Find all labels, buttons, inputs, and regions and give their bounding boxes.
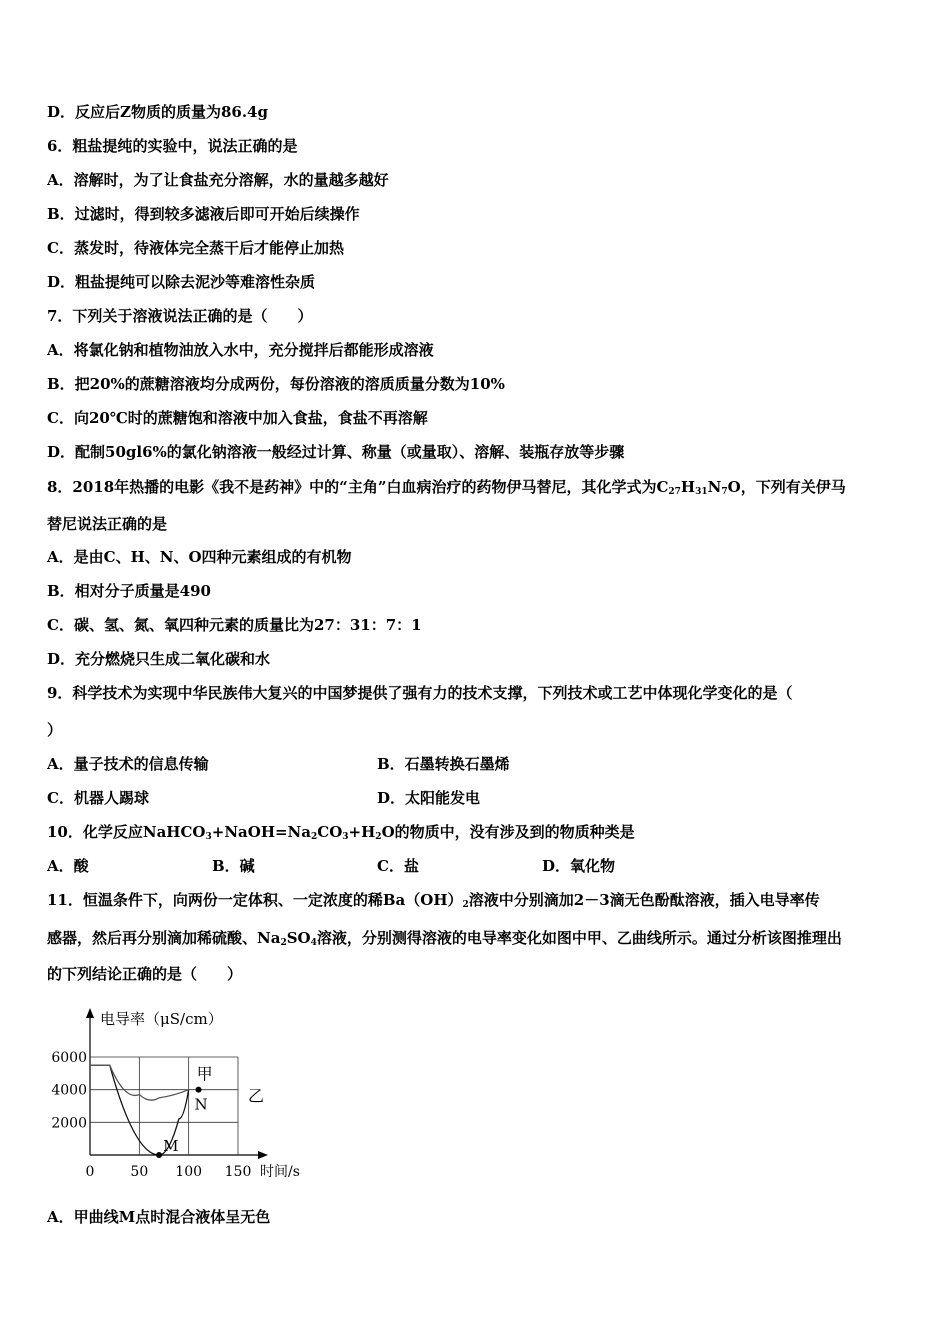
q10-stem: 10．化学反应$NaHCO_3+NaOH=Na_2CO_3+H_2O$的物质中，没有涉及到的物质种类是 — [47, 823, 635, 842]
q11-stem-line2: 感器，然后再分别滴加稀硫酸、$Na_2SO_4$溶液，分别测得溶液的电导率变化如图中甲、乙曲线所示。通过分析该图推理出 — [47, 929, 842, 948]
q9-option-c: C．机器人踢球 — [47, 789, 149, 807]
q9-stem-line2: ） — [47, 721, 63, 739]
q9-option-b: B．石墨转换石墨烯 — [377, 755, 510, 773]
y-tick-label: 2000 — [51, 1115, 87, 1132]
conductivity-chart — [40, 1000, 300, 1190]
q7-option-a: A．将氯化钠和植物油放入水中，充分搅拌后都能形成溶液 — [47, 341, 434, 359]
q9-stem-line1: 9．科学技术为实现中华民族伟大复兴的中国梦提供了强有力的技术支撑，下列技术或工艺中体现化学变化的是（ — [47, 684, 793, 702]
x-tick-label: 50 — [130, 1164, 149, 1180]
q8-stem-line2: 替尼说法正确的是 — [47, 515, 168, 533]
q11-stem-line3: 的下列结论正确的是（ ） — [47, 965, 243, 983]
point-label-n: N — [194, 1095, 208, 1114]
q9-option-a: A．量子技术的信息传输 — [47, 755, 209, 773]
x-axis-label: 时间/s — [260, 1164, 300, 1180]
q10-option-d: D．氧化物 — [542, 857, 616, 875]
point-n — [196, 1087, 202, 1093]
q6-option-c: C．蒸发时，待液体完全蒸干后才能停止加热 — [47, 239, 344, 257]
x-tick-label: 150 — [224, 1164, 252, 1180]
q6-stem: 6．粗盐提纯的实验中，说法正确的是 — [47, 137, 298, 155]
q10-option-b: B．碱 — [212, 857, 255, 875]
q11-stem-line1: 11．恒温条件下，向两份一定体积、一定浓度的稀$Ba(OH)_2$溶液中分别滴加2－3滴无色酚酞溶液，插入电导率传 — [47, 891, 820, 910]
q7-option-b: B．把20%的蔗糖溶液均分成两份，每份溶液的溶质质量分数为10% — [47, 375, 505, 393]
q6-option-b: B．过滤时，得到较多滤液后即可开始后续操作 — [47, 205, 360, 223]
x-axis-arrow — [258, 1151, 268, 1159]
q6-option-d: D．粗盐提纯可以除去泥沙等难溶性杂质 — [47, 273, 316, 291]
q7-stem: 7．下列关于溶液说法正确的是（ ） — [47, 307, 313, 325]
point-m — [156, 1152, 162, 1158]
q8-option-b: B．相对分子质量是490 — [47, 582, 211, 600]
q9-option-d: D．太阳能发电 — [377, 789, 481, 807]
x-tick-label: 0 — [85, 1164, 95, 1180]
x-tick-label: 100 — [175, 1164, 203, 1180]
q7-option-c: C．向20℃时的蔗糖饱和溶液中加入食盐，食盐不再溶解 — [47, 409, 428, 427]
legend-yi: 乙 — [248, 1086, 265, 1106]
y-tick-label: 4000 — [51, 1082, 87, 1099]
q7-option-d: D．配制50gl6%的氯化钠溶液一般经过计算、称量（或量取）、溶解、装瓶存放等步骤 — [47, 443, 625, 461]
q8-stem-line1: 8．2018年热播的电影《我不是药神》中的“主角”白血病治疗的药物伊马替尼，其化学式为$C_{27}H_{31}N_7O$，下列有关伊马 — [47, 478, 846, 497]
y-axis-label: 电导率（μS/cm） — [100, 1010, 223, 1028]
q8-option-c: C．碳、氢、氮、氧四种元素的质量比为27：31：7：1 — [47, 616, 422, 634]
q8-option-a: A．是由C、H、N、O四种元素组成的有机物 — [47, 548, 352, 566]
legend-jia: 甲 — [196, 1064, 213, 1084]
q10-option-a: A．酸 — [47, 857, 89, 875]
q10-option-c: C．盐 — [377, 857, 419, 875]
q11-option-a: A．甲曲线M点时混合液体呈无色 — [47, 1208, 271, 1226]
y-axis-arrow — [86, 1008, 94, 1018]
q8-option-d: D．充分燃烧只生成二氧化碳和水 — [47, 650, 271, 668]
q6-option-a: A．溶解时，为了让食盐充分溶解，水的量越多越好 — [47, 171, 389, 189]
point-label-m: M — [163, 1137, 179, 1155]
y-tick-label: 6000 — [51, 1050, 87, 1066]
q5-option-d: D．反应后Z物质的质量为86.4g — [47, 103, 268, 121]
